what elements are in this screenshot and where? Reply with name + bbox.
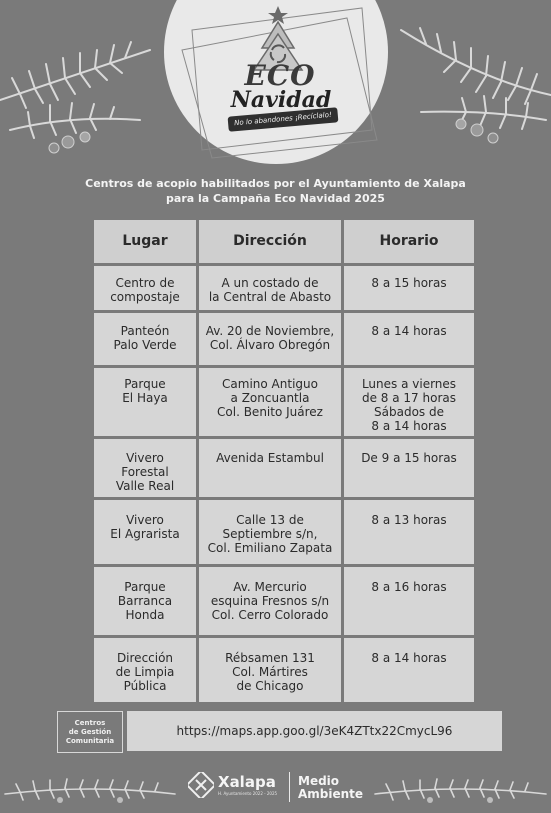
table-cell-horario: 8 a 13 horas bbox=[344, 500, 474, 564]
footer-divider bbox=[289, 772, 290, 802]
page-heading bbox=[40, 176, 511, 206]
table-cell-lugar: Dirección de Limpia Pública bbox=[94, 638, 196, 702]
table-cell-horario: 8 a 14 horas bbox=[344, 313, 474, 365]
medio-ambiente-logo-text: Medio Ambiente bbox=[298, 774, 364, 801]
pine-branch-left-icon bbox=[0, 20, 160, 160]
xalapa-logo-text: Xalapa bbox=[218, 773, 276, 791]
logo-title: ECO bbox=[244, 59, 316, 92]
logo-subtitle: Navidad bbox=[230, 87, 332, 113]
table-cell-lugar: Centro de compostaje bbox=[94, 266, 196, 310]
column-header-direccion: Dirección bbox=[199, 220, 341, 263]
table-cell-direccion: Av. 20 de Noviembre, Col. Álvaro Obregón bbox=[199, 313, 341, 365]
table-cell-lugar: Vivero El Agrarista bbox=[94, 500, 196, 564]
table-cell-horario: 8 a 15 horas bbox=[344, 266, 474, 310]
table-cell-direccion: Avenida Estambul bbox=[199, 439, 341, 497]
heading-line-2: para la Campaña Eco Navidad 2025 bbox=[166, 192, 385, 205]
table-cell-lugar: Parque Barranca Honda bbox=[94, 567, 196, 635]
maps-link[interactable]: https://maps.app.goo.gl/3eK4ZTtx22CmycL96 bbox=[127, 711, 502, 751]
xalapa-emblem-icon bbox=[188, 772, 214, 798]
table-cell-horario: 8 a 16 horas bbox=[344, 567, 474, 635]
table-cell-horario: 8 a 14 horas bbox=[344, 638, 474, 702]
collection-centers-table bbox=[94, 220, 474, 702]
table-cell-horario: De 9 a 15 horas bbox=[344, 439, 474, 497]
table-cell-lugar: Vivero Forestal Valle Real bbox=[94, 439, 196, 497]
pine-branch-right-icon bbox=[381, 10, 551, 150]
table-cell-lugar: Panteón Palo Verde bbox=[94, 313, 196, 365]
table-cell-direccion: Camino Antiguo a Zoncuantla Col. Benito Juárez bbox=[199, 368, 341, 436]
table-cell-direccion: A un costado de la Central de Abasto bbox=[199, 266, 341, 310]
logo-slogan: No lo abandones ¡Recíclalo! bbox=[228, 107, 339, 132]
column-header-horario: Horario bbox=[344, 220, 474, 263]
table-cell-lugar: Parque El Haya bbox=[94, 368, 196, 436]
heading-line-1: Centros de acopio habilitados por el Ayuntamiento de Xalapa bbox=[85, 177, 466, 190]
table-cell-direccion: Av. Mercurio esquina Fresnos s/n Col. Cerro Colorado bbox=[199, 567, 341, 635]
community-centers-label: Centros de Gestión Comunitaria bbox=[57, 711, 123, 753]
table-cell-horario: Lunes a viernes de 8 a 17 horas Sábados de 8 a 14 horas bbox=[344, 368, 474, 436]
table-cell-direccion: Rébsamen 131 Col. Mártires de Chicago bbox=[199, 638, 341, 702]
xalapa-logo-subtext: H. Ayuntamiento 2022 - 2025 bbox=[218, 791, 278, 796]
table-cell-direccion: Calle 13 de Septiembre s/n, Col. Emiliano Zapata bbox=[199, 500, 341, 564]
column-header-lugar: Lugar bbox=[94, 220, 196, 263]
